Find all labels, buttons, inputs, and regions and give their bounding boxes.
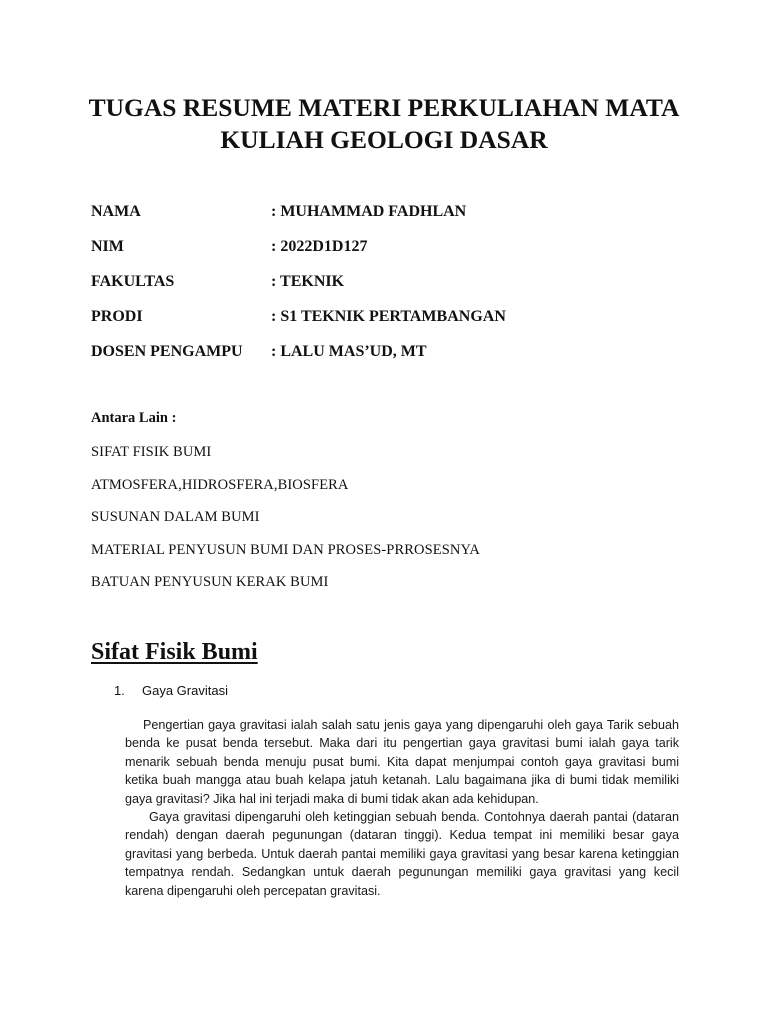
body-text <box>125 716 679 900</box>
identity-table <box>91 201 691 376</box>
identity-row-fakultas <box>91 271 691 306</box>
identity-label: NAMA <box>91 203 141 220</box>
numbered-list-item <box>114 682 228 700</box>
identity-row-nim <box>91 236 691 271</box>
identity-label: NIM <box>91 238 124 255</box>
identity-label: PRODI <box>91 308 143 325</box>
identity-row-dosen <box>91 341 691 376</box>
identity-label: FAKULTAS <box>91 273 175 290</box>
list-item: BATUAN PENYUSUN KERAK BUMI <box>91 574 329 590</box>
list-number: 1. <box>114 683 125 698</box>
topics-list <box>91 408 480 605</box>
identity-label: DOSEN PENGAMPU <box>91 343 243 360</box>
list-item: SUSUNAN DALAM BUMI <box>91 509 260 525</box>
identity-value: : MUHAMMAD FADHLAN <box>271 203 467 220</box>
topics-heading: Antara Lain : <box>91 410 177 426</box>
title-line-2: KULIAH GEOLOGI DASAR <box>220 125 548 154</box>
page-title <box>60 92 708 156</box>
identity-row-nama <box>91 201 691 236</box>
identity-value: : LALU MAS’UD, MT <box>271 343 427 360</box>
identity-value: : S1 TEKNIK PERTAMBANGAN <box>271 308 506 325</box>
list-item-label: Gaya Gravitasi <box>142 683 228 698</box>
title-line-1: TUGAS RESUME MATERI PERKULIAHAN MATA <box>88 93 680 122</box>
paragraph: Gaya gravitasi dipengaruhi oleh ketinggian sebuah benda. Contohnya daerah pantai (dataran rendah) dengan daerah pegunungan (dataran tinggi). Kedua tempat ini memiliki besar gaya gravitasi yang berbeda. Untuk daerah pantai memiliki gaya gravitasi yang besar karena ketinggian tempatnya rendah. Sedangkan untuk daerah pegunungan memiliki gaya gravitasi yang kecil karena dipengaruhi oleh percepatan gravitasi. <box>125 810 679 898</box>
identity-value: : TEKNIK <box>271 273 345 290</box>
identity-value: : 2022D1D127 <box>271 238 368 255</box>
section-heading: Sifat Fisik Bumi <box>91 639 258 665</box>
paragraph: Pengertian gaya gravitasi ialah salah satu jenis gaya yang dipengaruhi oleh gaya Tarik sebuah benda ke pusat benda tersebut. Maka dari itu pengertian gaya gravitasi bumi ialah gaya tarik menarik sebuah benda menuju pusat bumi. Kita dapat menjumpai contoh gaya gravitasi bumi ketika buah mangga atau buah kelapa jatuh ketanah. Lalu bagaimana jika di bumi tidak memiliki gaya gravitasi? Jika hal ini terjadi maka di bumi tidak akan ada kehidupan. <box>125 718 679 806</box>
list-item: ATMOSFERA,HIDROSFERA,BIOSFERA <box>91 476 349 493</box>
list-item: SIFAT FISIK BUMI <box>91 444 212 460</box>
list-item: MATERIAL PENYUSUN BUMI DAN PROSES-PRROSESNYA <box>91 541 480 558</box>
identity-row-prodi <box>91 306 691 341</box>
